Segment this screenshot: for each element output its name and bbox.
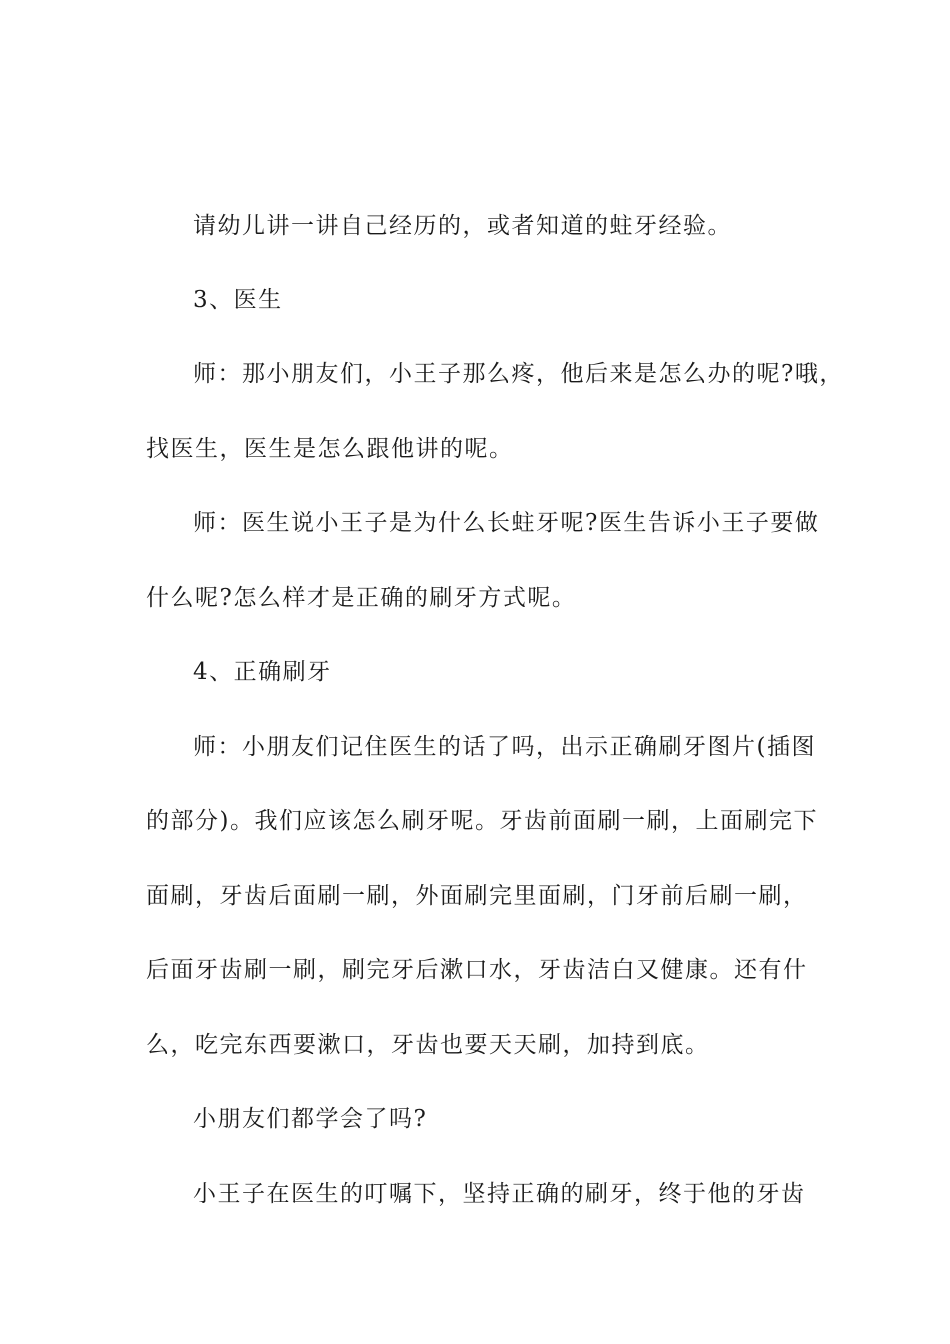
text-line: 的部分)。我们应该怎么刷牙呢。牙齿前面刷一刷，上面刷完下 [146, 808, 818, 834]
section-heading: 4、正确刷牙 [193, 659, 332, 685]
text-line: 师：那小朋友们，小王子那么疼，他后来是怎么办的呢?哦， [193, 361, 844, 387]
text-line: 小王子在医生的叮嘱下，坚持正确的刷牙，终于他的牙齿 [193, 1181, 806, 1207]
text-line: 小朋友们都学会了吗? [193, 1106, 428, 1132]
text-line: 请幼儿讲一讲自己经历的，或者知道的蛀牙经验。 [193, 213, 732, 239]
text-line: 师：医生说小王子是为什么长蛀牙呢?医生告诉小王子要做 [193, 510, 820, 536]
text-line: 什么呢?怎么样才是正确的刷牙方式呢。 [146, 585, 577, 611]
text-line: 师：小朋友们记住医生的话了吗，出示正确刷牙图片(插图 [193, 734, 816, 760]
text-line: 找医生，医生是怎么跟他讲的呢。 [146, 436, 514, 462]
text-line: 么，吃完东西要漱口，牙齿也要天天刷，加持到底。 [146, 1032, 710, 1058]
text-line: 后面牙齿刷一刷，刷完牙后漱口水，牙齿洁白又健康。还有什 [146, 957, 808, 983]
section-heading: 3、医生 [193, 287, 283, 313]
text-line: 面刷，牙齿后面刷一刷，外面刷完里面刷，门牙前后刷一刷， [146, 883, 808, 909]
